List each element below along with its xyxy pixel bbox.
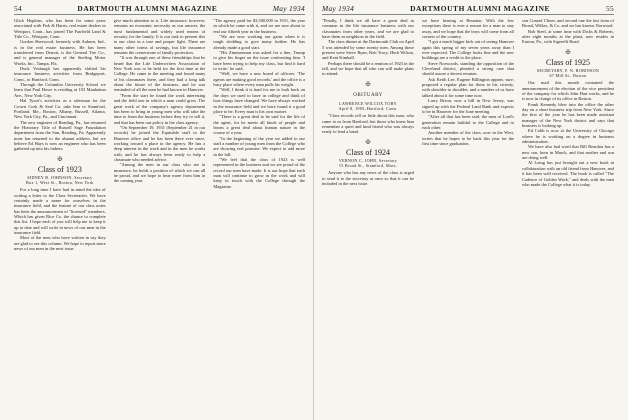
- paragraph: "In the beginning of the year we added to our staff a number of young men from the College who are showing real promise. We expect to add more in the fall.: [213, 135, 306, 157]
- paragraph: "It was through one of these friendships that he heard that the Life Underwriters Association of New York was to be held for the first time at the College. He came to the meeting and found many of his classmates there, and they had a long talk about the future of the business, and he was reminded of all the men he had known in Hanover.: [113, 55, 206, 93]
- right-column-3: [522, 18, 614, 420]
- obituary-ornament-icon: ✠: [365, 81, 371, 88]
- page-number: 54: [14, 4, 22, 13]
- paragraph: "Finally, I think we all have a great deal in common in the life insurance business with our classmates from other years, and we are glad to have them as neighbors in the field.: [322, 18, 414, 40]
- paragraph: "On September 19, 1931 (September 21 in our records) he joined the Equitable staff in the Hanover office and he has been there ever since, working toward a place in the agency. He has a deep interest in the work and in the men he works with, and he has always been ready to help a classmate who needed advice.: [113, 124, 206, 162]
- paragraph: Steve Norwoods, standing the opposition of the Cleveland district, pleaded a strong case that should assure a decent reunion.: [422, 60, 514, 77]
- paragraph: Perhaps there should be a reunion of 1923 in the fall, and we hope that all who can will make plans to attend.: [322, 60, 414, 77]
- paragraph: "Among the men in our class who are in insurance, he holds a position of which we can all be proud, and we hope to hear more from him in the coming year.: [113, 162, 206, 184]
- right-column-1: [322, 18, 414, 420]
- paragraph: "His Zimmerman was asked for a line, Trump to give his finger on the issue confronting him. 'I have been trying to help my class, but find it hard to write,' he said.: [213, 50, 306, 72]
- section-address: 67 Mill St., Boston: [549, 73, 587, 79]
- paragraph: "Well, we have a new board of officers: 'The agents are making good records,' and the office is a busy place where every man pulls his weight.: [213, 71, 306, 88]
- paragraph: "I got a much bigger kick out of seeing Hanover again this spring of my seven years away than I ever expected. The College looks fine and the new buildings are a credit to the place.: [422, 39, 514, 61]
- paragraph: Glick Hopkins, who has been for some years associated with Fisk & Harris, real estate dealers in Westport, Conn., has joined The Fairfield Land & Title Co., Westport, Conn.: [14, 18, 106, 40]
- section-ornament-icon: ✠: [365, 139, 371, 146]
- paragraph: Through the Columbia University School we learn that Paul Howe is residing at 103 Manhattan Ave., New York City.: [14, 82, 106, 98]
- paragraph: Al Loing has just brought out a new book in collaboration with an old friend from Hanover, and it has been well received. The book is called "The Cadence of Golden Work," and deals with the men who made the College what it is today.: [522, 160, 614, 187]
- paragraph: Another member of the class, now in the West, writes that he hopes to be back this year for the first time since graduation.: [422, 130, 514, 146]
- section-address: 15 Broad St., Stamford, Mass.: [338, 163, 398, 169]
- paragraph: "There is a great deal to be said for the life of the agent, for he meets all kinds of people and learns a great deal about human nature in the course of a year.: [213, 114, 306, 136]
- magazine-title: DARTMOUTH ALUMNI MAGAZINE: [410, 4, 551, 13]
- paragraph: "We feel that the class of 1923 is well represented in the business and we are proud of the record our men have made. It is our hope that each man will continue to grow in the work and will keep in touch with the College through the Magazine.: [213, 156, 306, 189]
- paragraph: Larry Bixon, now a bill in New Jersey, was signed up with the Federal Land Bank and expects to be in Hanover for the June meeting.: [422, 98, 514, 114]
- paragraph: "After all that has been said, the men of Lord's generation remain faithful to the College and to each other.: [422, 114, 514, 130]
- paragraph: Gordon Sherwood, formerly with Auburn, Ind., is in the real estate business. He has been transferred from Detroit, is the General Tire Co., and is general manager of the Sterling Motor Works, Inc., Tampa, Fla.: [14, 39, 106, 66]
- paragraph: Anyone who has any news of the class is urged to send it to the secretary at once so that it can be included in the next issue.: [322, 170, 414, 187]
- section-ornament-icon: ✠: [565, 49, 571, 56]
- paragraph: Most of the men who have written in say they are glad to see this column. We hope to report more news of our men in the next issue.: [14, 235, 106, 251]
- paragraph: Ask Keith Lee, Eugene Billington appear, sure; proposed a regular plan for those in his vicinity, with shoulder to shoulder, and a number of us have talked about it for some time now.: [422, 76, 514, 98]
- paragraph: "Well, I think it is hard for me to look back on the days we used to have in college and think of how things have changed. We have always worked in the insurance field and we have found it a good place to be. Every man is his own master.: [213, 87, 306, 114]
- paragraph: give much attention to it. Life insurance, however, remains an economic necessity as our answer, the most fundamental and widely used means of security for the family. It is our task to present this to our class in a true and proper light. There are many other forms of savings, but life insurance remains the cornerstone of family protection.: [113, 18, 206, 56]
- running-head: [14, 4, 305, 15]
- paragraph: We have also had word that Bill Reardon has a new son, born in March, and that mother and son are doing well.: [522, 144, 614, 161]
- section-heading-1924: Class of 1924: [346, 147, 390, 157]
- section-heading-1925: Class of 1925: [546, 57, 590, 67]
- paragraph: "From the start he found the work interesting and the field one in which a man could grow. The great work of the company's agency department has been to bring in young men who will take the time to learn the business before they try to sell it, and that has been our policy in the class agency.: [113, 92, 206, 125]
- paragraph: Hal Tysoe's activities as a salesman for the Crown Cork & Seal Co. take him to Stamford, Portland, Me., Boston, Albany, Russell, Atlanta, New York City, Pa., and Cincinnati.: [14, 98, 106, 120]
- right-column-2: [422, 18, 514, 420]
- left-column-2: [114, 18, 206, 420]
- paragraph: Our mail this month contained the announcement of the election of the vice president of the company for which John Hart works, and he is now in charge of its office in Boston.: [522, 80, 614, 102]
- right-page: [314, 0, 628, 420]
- section-ornament-icon: ✠: [57, 156, 63, 163]
- obituary-name: LAWRENCE WILCOX TOBY: [339, 100, 397, 106]
- obituary-heading: OBITUARY: [353, 92, 383, 98]
- page-number: 55: [606, 4, 614, 13]
- section-heading-1923: Class of 1923: [37, 164, 82, 174]
- col1-top-text: [14, 18, 106, 152]
- paragraph: The class dinner at the Dartmouth Club on April 5 was attended by some twenty men. Among those present were Steve Ryan, Bob Tracy, Herb Wilson, and Kent Kimball.: [322, 39, 414, 61]
- section-secretary: VERNON C. JOHN, Secretary: [338, 157, 398, 163]
- paragraph: The new engineer of Reading, Pa., has returned the Honorary Title of Russell Sage Foundation department from the Sun, Reading, Pa. Apparently none has returned to the alumni address, but we believe Ed Hays is now an engineer who has been gathered up into his fathers.: [14, 119, 106, 152]
- paragraph: son Conrad Cliner, and second one the last from of Broad, Wilkes, & Co. and we has known Norwood.: [522, 18, 614, 29]
- paragraph: we have hearing at Reunion. With the few exceptions there is ever a reason for a man to stay away, and we hope that the boys will come from all corners of the country.: [422, 18, 514, 40]
- left-column-3: [213, 18, 305, 420]
- magazine-title: DARTMOUTH ALUMNI MAGAZINE: [77, 4, 218, 13]
- col3-bottom-text: [522, 80, 614, 187]
- running-head: [322, 4, 614, 15]
- left-column-1: [14, 18, 106, 420]
- issue-date: May 1934: [272, 4, 305, 13]
- section-secretary: SECRETARY, F. N. ROBINSON: [536, 67, 600, 73]
- section-address: Box 1, West St., Boston, New York: [26, 179, 94, 185]
- paragraph: Bob Steel, at some time with Dicks & Roberts, after eight months at the plant, now resides in Easton, Pa., with Sigerelli Road.: [522, 28, 614, 45]
- paragraph: "We are now working our gains when it is tough sledding to give many further. He has already made a good start.: [213, 34, 306, 50]
- col1-bottom-text: [14, 187, 106, 251]
- paragraph: Ed Cobb is now at the University of Chicago where he is working on a degree in business administration.: [522, 128, 614, 145]
- paragraph: "The agency paid for $3,500,000 in 1931, the year in which he came with it, and we are now about to end our fiftieth year in the business.: [213, 18, 306, 34]
- section-secretary: SIDNEY B. JOHNSON, Secretary: [27, 174, 93, 180]
- paragraph: For a long time I have had in mind the idea of writing a letter to the Class Secretaries. We have certainly made a name for ourselves in the insurance field, and the feature of our class notes has been the announcement of "licensed" members. Which has given Rice Co. the chance to complete this list. I hope each of you will help me to keep it up to date and will write in news of our men in the insurance field.: [14, 187, 106, 235]
- paragraph: Duck Vosburgh has apparently shifted his insurance business activities from Bridgeport, Conn., to Hartford, Conn.: [14, 66, 106, 82]
- paragraph: "Class records tell us little about this man, who came to us from Hartford, but those who knew him remember a quiet and kind friend who was always ready to lend a hand.: [322, 113, 414, 135]
- issue-date: May 1934: [322, 4, 355, 13]
- obituary-dates: April 8, 1905–Hartford, Conn.: [338, 106, 398, 112]
- paragraph: Frank Kennedy blew into the office the other day on a short business trip from New York. Since the first of the year he has been made assistant manager of the New York district and says that business is looking up.: [522, 101, 614, 129]
